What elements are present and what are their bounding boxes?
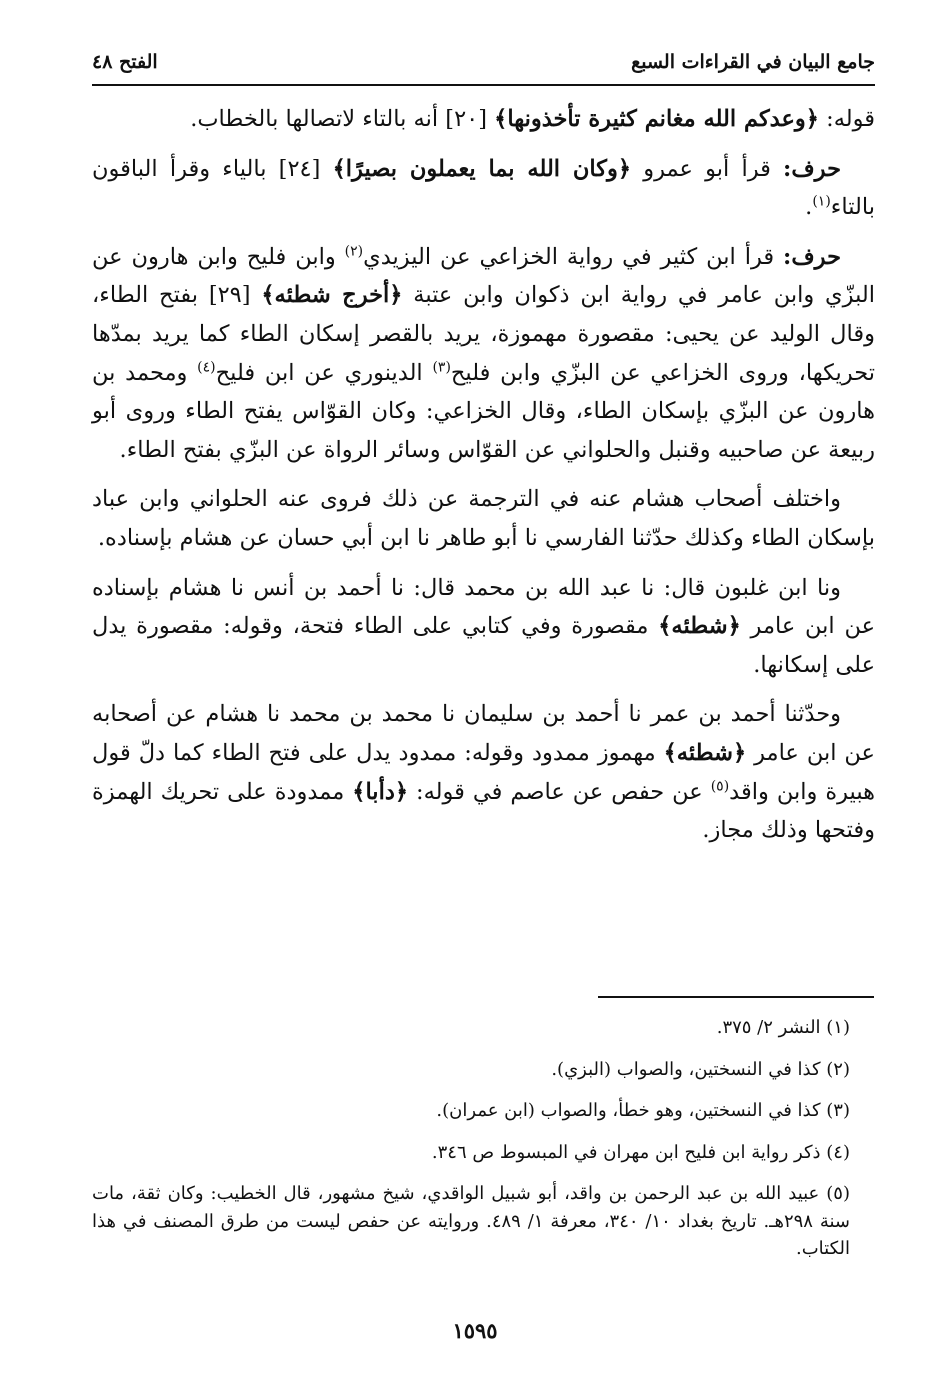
footnote-ref-3[interactable]: (٣) [432, 359, 451, 376]
quran-quote: ﴿دأبا﴾ [352, 778, 409, 805]
footnote-4: (٤) ذكر رواية ابن فليح ابن مهران في المبسوط ص ٣٤٦. [431, 1141, 850, 1163]
footnote-2: (٢) كذا في النسختين، والصواب (البزي). [551, 1058, 850, 1080]
text-run: [٢٠] أنه بالتاء لاتصالها بالخطاب. [190, 106, 495, 132]
paragraph-3 [92, 238, 875, 470]
harf-label: حرف: [783, 155, 841, 182]
text-run: ومحمد بن هارون عن البزّي بإسكان الطاء، وقال الخزاعي: وكان القوّاس يفتح الطاء وروى أبو ربيعة عن صاحبيه وقنبل والحلواني عن القوّاس وسائر الرواة عن البزّي بفتح الطاء. [92, 359, 875, 463]
footnote-3: (٣) كذا في النسختين، وهو خطأ، والصواب (ابن عمران). [436, 1100, 850, 1121]
quran-quote: ﴿وعدكم الله مغانم كثيرة تأخذونها﴾ [494, 106, 819, 132]
paragraph-2 [92, 150, 875, 227]
paragraph-5 [92, 569, 875, 685]
text-run: عن حفص عن عاصم في قوله: [408, 778, 711, 805]
footnote-ref-1[interactable]: (١) [812, 193, 831, 210]
quran-quote: ﴿أخرج شطئه﴾ [261, 282, 403, 309]
text-run: قوله: [818, 106, 875, 132]
text-run: وحدّثنا أحمد بن عمر نا أحمد بن سليمان نا محمد بن محمد نا هشام عن أصحابه عن ابن عامر [92, 701, 875, 766]
harf-label: حرف: [783, 243, 841, 270]
text-run: [٢٩] بفتح الطاء، وقال الوليد عن يحيى: مقصورة مهموزة، يريد بالقصر إسكان الطاء كما يريد بمدّها تحريكها، وروى الخزاعي عن البزّي وابن فليح [92, 282, 875, 386]
text-run: قرأ أبو عمرو [631, 155, 784, 182]
text-run: وابن فليح وابن هارون عن البزّي وابن عامر في رواية ابن ذكوان وابن عتبة [92, 243, 875, 309]
paragraph-4: واختلف أصحاب هشام عنه في الترجمة عن ذلك فروى عنه الحلواني وابن عباد بإسكان الطاء وكذلك حدّثنا الفارسي نا أبو طاهر نا ابن أبي حسان عن هشام بإسناده. [92, 486, 875, 551]
text-run: مقصورة وفي كتابي على الطاء فتحة، وقوله: مقصورة يدل على إسكانها. [92, 613, 875, 678]
footnote-ref-4[interactable]: (٤) [197, 359, 216, 376]
quran-quote: ﴿وكان الله بما يعملون بصيرًا﴾ [332, 155, 632, 182]
book-title: جامع البيان في القراءات السبع [631, 50, 875, 73]
footnotes [92, 1014, 850, 1277]
page-number: ١٥٩٥ [452, 1318, 498, 1343]
paragraph-6 [92, 695, 875, 849]
text-run: مهموز ممدود وقوله: ممدود يدل على فتح الطاء كما دلّ قول هبيرة وابن واقد [92, 739, 875, 805]
text-run: قرأ ابن كثير في رواية الخزاعي عن اليزيدي [363, 243, 784, 270]
text-run: [٢٤] بالياء وقرأ الباقون بالتاء [92, 155, 875, 221]
text-run: . [805, 194, 813, 221]
footnote-ref-5[interactable]: (٥) [710, 778, 730, 794]
text-run: الدينوري عن ابن فليح [215, 359, 433, 386]
footnote-1: (١) النشر ٢/ ٣٧٥. [716, 1017, 850, 1038]
text-run: ممدودة على تحريك الهمزة وفتحها وذلك مجاز. [92, 778, 875, 844]
main-text [92, 100, 875, 861]
footnote-ref-2[interactable]: (٢) [344, 243, 364, 260]
footnote-separator [598, 996, 874, 998]
text-run: ونا ابن غلبون قال: نا عبد الله بن محمد قال: نا أحمد بن أنس نا هشام بإسناده عن ابن عامر [92, 574, 875, 640]
surah-label: الفتح ٤٨ [92, 50, 158, 73]
paragraph-1 [92, 100, 875, 139]
quran-quote: ﴿شطئه﴾ [663, 739, 747, 766]
quran-quote: ﴿شطئه﴾ [658, 613, 741, 640]
footnote-5: (٥) عبيد الله بن عبد الرحمن بن واقد، أبو شبيل الواقدي، شيخ مشهور، قال الخطيب: وكان ثقة، مات سنة ٢٩٨هـ. تاريخ بغداد ١٠/ ٣٤٠، معرفة ١/ ٤٨٩. وروايته عن حفص ليست من طرق المصنف في هذا الكتاب. [92, 1183, 851, 1259]
running-header [92, 40, 875, 86]
